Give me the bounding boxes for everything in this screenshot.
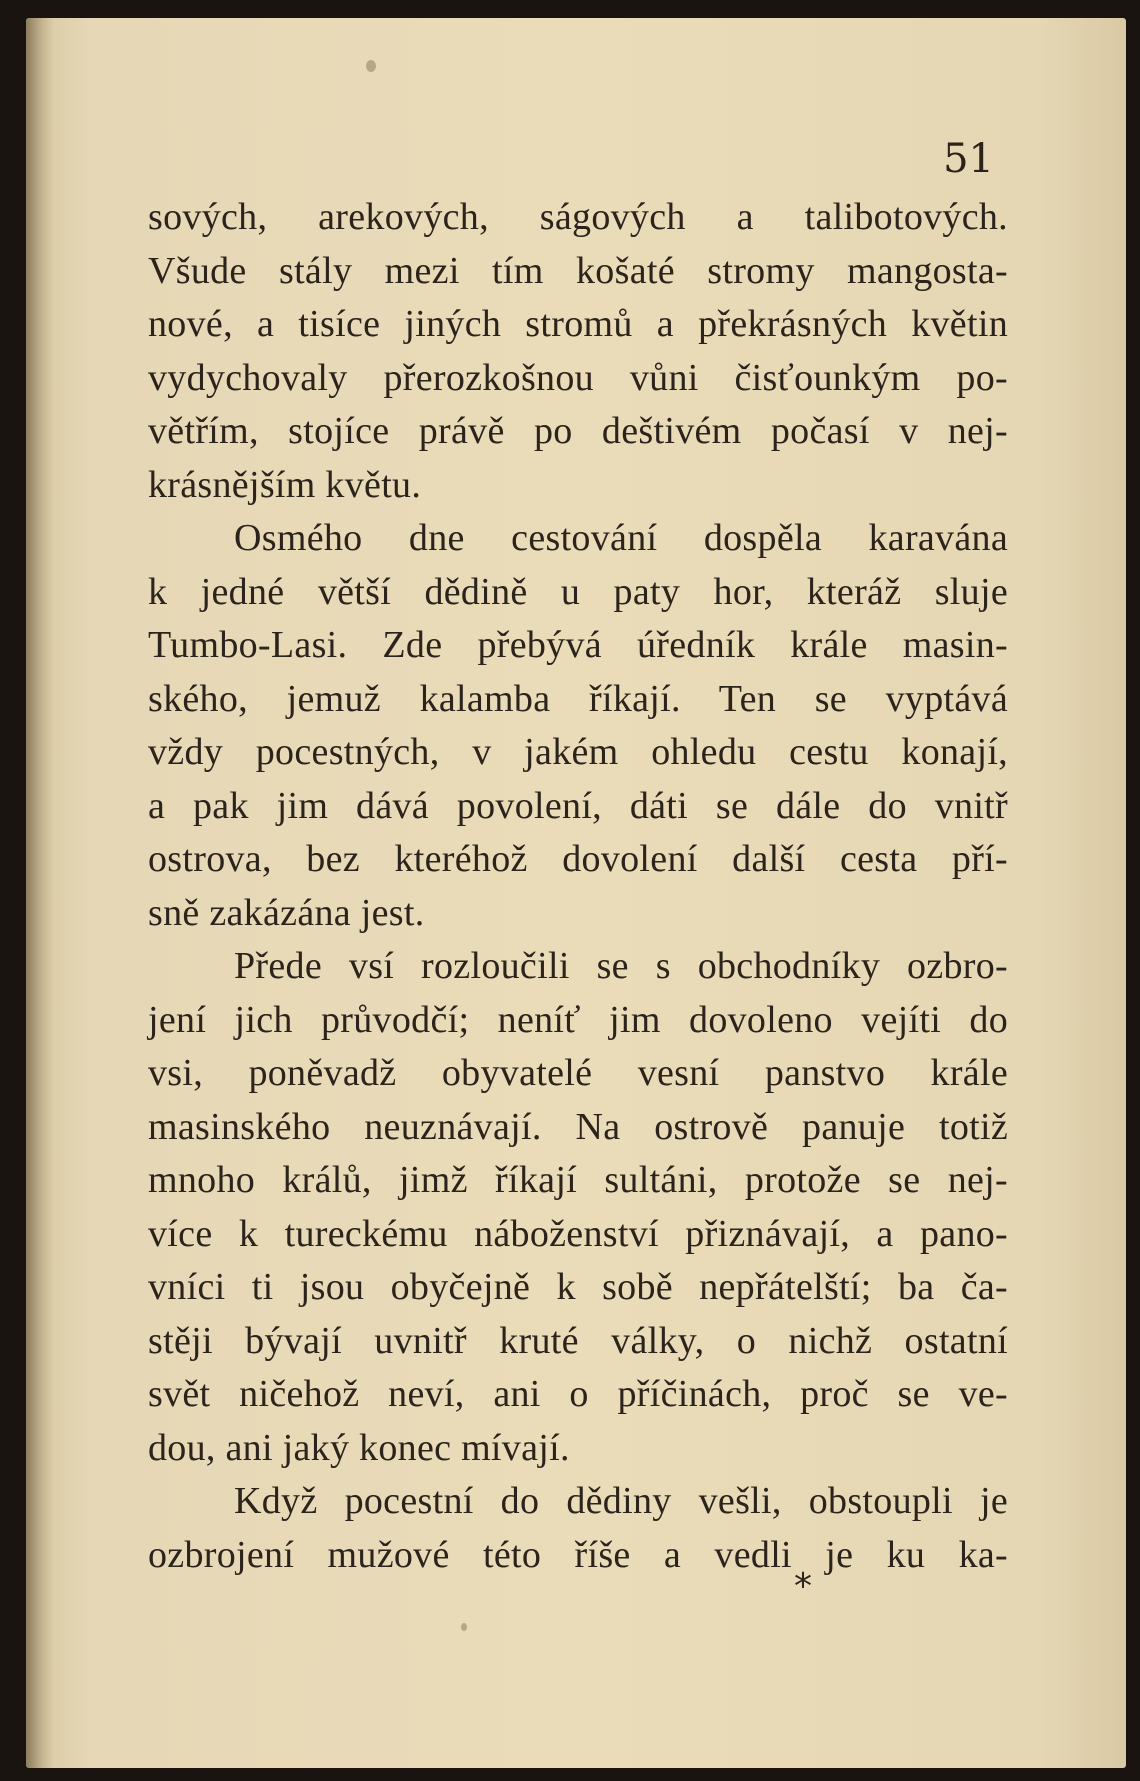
text-line: dou, ani jaký konec mívají. bbox=[148, 1426, 570, 1469]
text-line: vždy pocestných, v jakém ohledu cestu konají, bbox=[148, 731, 1008, 773]
text-line: stěji bývají uvnitř kruté války, o nichž ostatní bbox=[148, 1319, 1008, 1362]
text-line: Přede vsí rozloučili se s obchodníky ozbro- bbox=[234, 945, 1008, 987]
text-line: sně zakázána jest. bbox=[148, 891, 425, 934]
text-line: větřím, stojíce právě po deštivém počasí v nej- bbox=[148, 410, 1008, 452]
text-line: vníci ti jsou obyčejně k sobě nepřátelští; ba ča- bbox=[148, 1266, 1008, 1308]
paper-blemish bbox=[366, 60, 376, 72]
text-line: krásnějším květu. bbox=[148, 463, 422, 506]
text-line: Tumbo-Lasi. Zde přebývá úředník krále masin- bbox=[148, 624, 1008, 666]
text-line: mnoho králů, jimž říkají sultáni, protože se nej- bbox=[148, 1159, 1008, 1201]
paragraph bbox=[148, 1475, 1008, 1582]
text-line: ostrova, bez kteréhož dovolení další cesta pří- bbox=[148, 838, 1008, 880]
body-text bbox=[148, 191, 1008, 1582]
text-line: k jedné větší dědině u paty hor, kteráž sluje bbox=[148, 570, 1008, 613]
text-line: ského, jemuž kalamba říkají. Ten se vyptává bbox=[148, 677, 1008, 720]
page-number: 51 bbox=[943, 136, 994, 182]
paragraph bbox=[148, 512, 1008, 940]
text-line: sových, arekových, ságových a talibotových. bbox=[148, 196, 1008, 238]
text-line: nové, a tisíce jiných stromů a překrásných květin bbox=[148, 303, 1008, 345]
page-binding-edge bbox=[26, 18, 54, 1768]
signature-mark: * bbox=[794, 1566, 812, 1607]
text-line: jení jich průvodčí; neníť jim dovoleno vejíti do bbox=[148, 998, 1008, 1041]
text-line: Osmého dne cestování dospěla karavána bbox=[234, 517, 1008, 559]
text-line: masinského neuznávají. Na ostrově panuje totiž bbox=[148, 1105, 1008, 1148]
text-line: Když pocestní do dědiny vešli, obstoupli je bbox=[234, 1480, 1008, 1522]
text-line: Všude stály mezi tím košaté stromy mangosta- bbox=[148, 249, 1008, 292]
text-line: více k tureckému náboženství přiznávají, a pano- bbox=[148, 1212, 1008, 1255]
text-line: vsi, poněvadž obyvatelé vesní panstvo krále bbox=[148, 1052, 1008, 1094]
book-page bbox=[26, 18, 1126, 1768]
text-line: svět ničehož neví, ani o příčinách, proč se ve- bbox=[148, 1373, 1008, 1415]
text-line: ozbrojení mužové této říše a vedli je ku ka- bbox=[148, 1533, 1008, 1576]
text-line: vydychovaly přerozkošnou vůni čisťounkým po- bbox=[148, 356, 1008, 399]
paragraph bbox=[148, 940, 1008, 1475]
paper-blemish bbox=[461, 1623, 467, 1631]
paragraph bbox=[148, 191, 1008, 512]
text-line: a pak jim dává povolení, dáti se dále do vnitř bbox=[148, 784, 1008, 827]
